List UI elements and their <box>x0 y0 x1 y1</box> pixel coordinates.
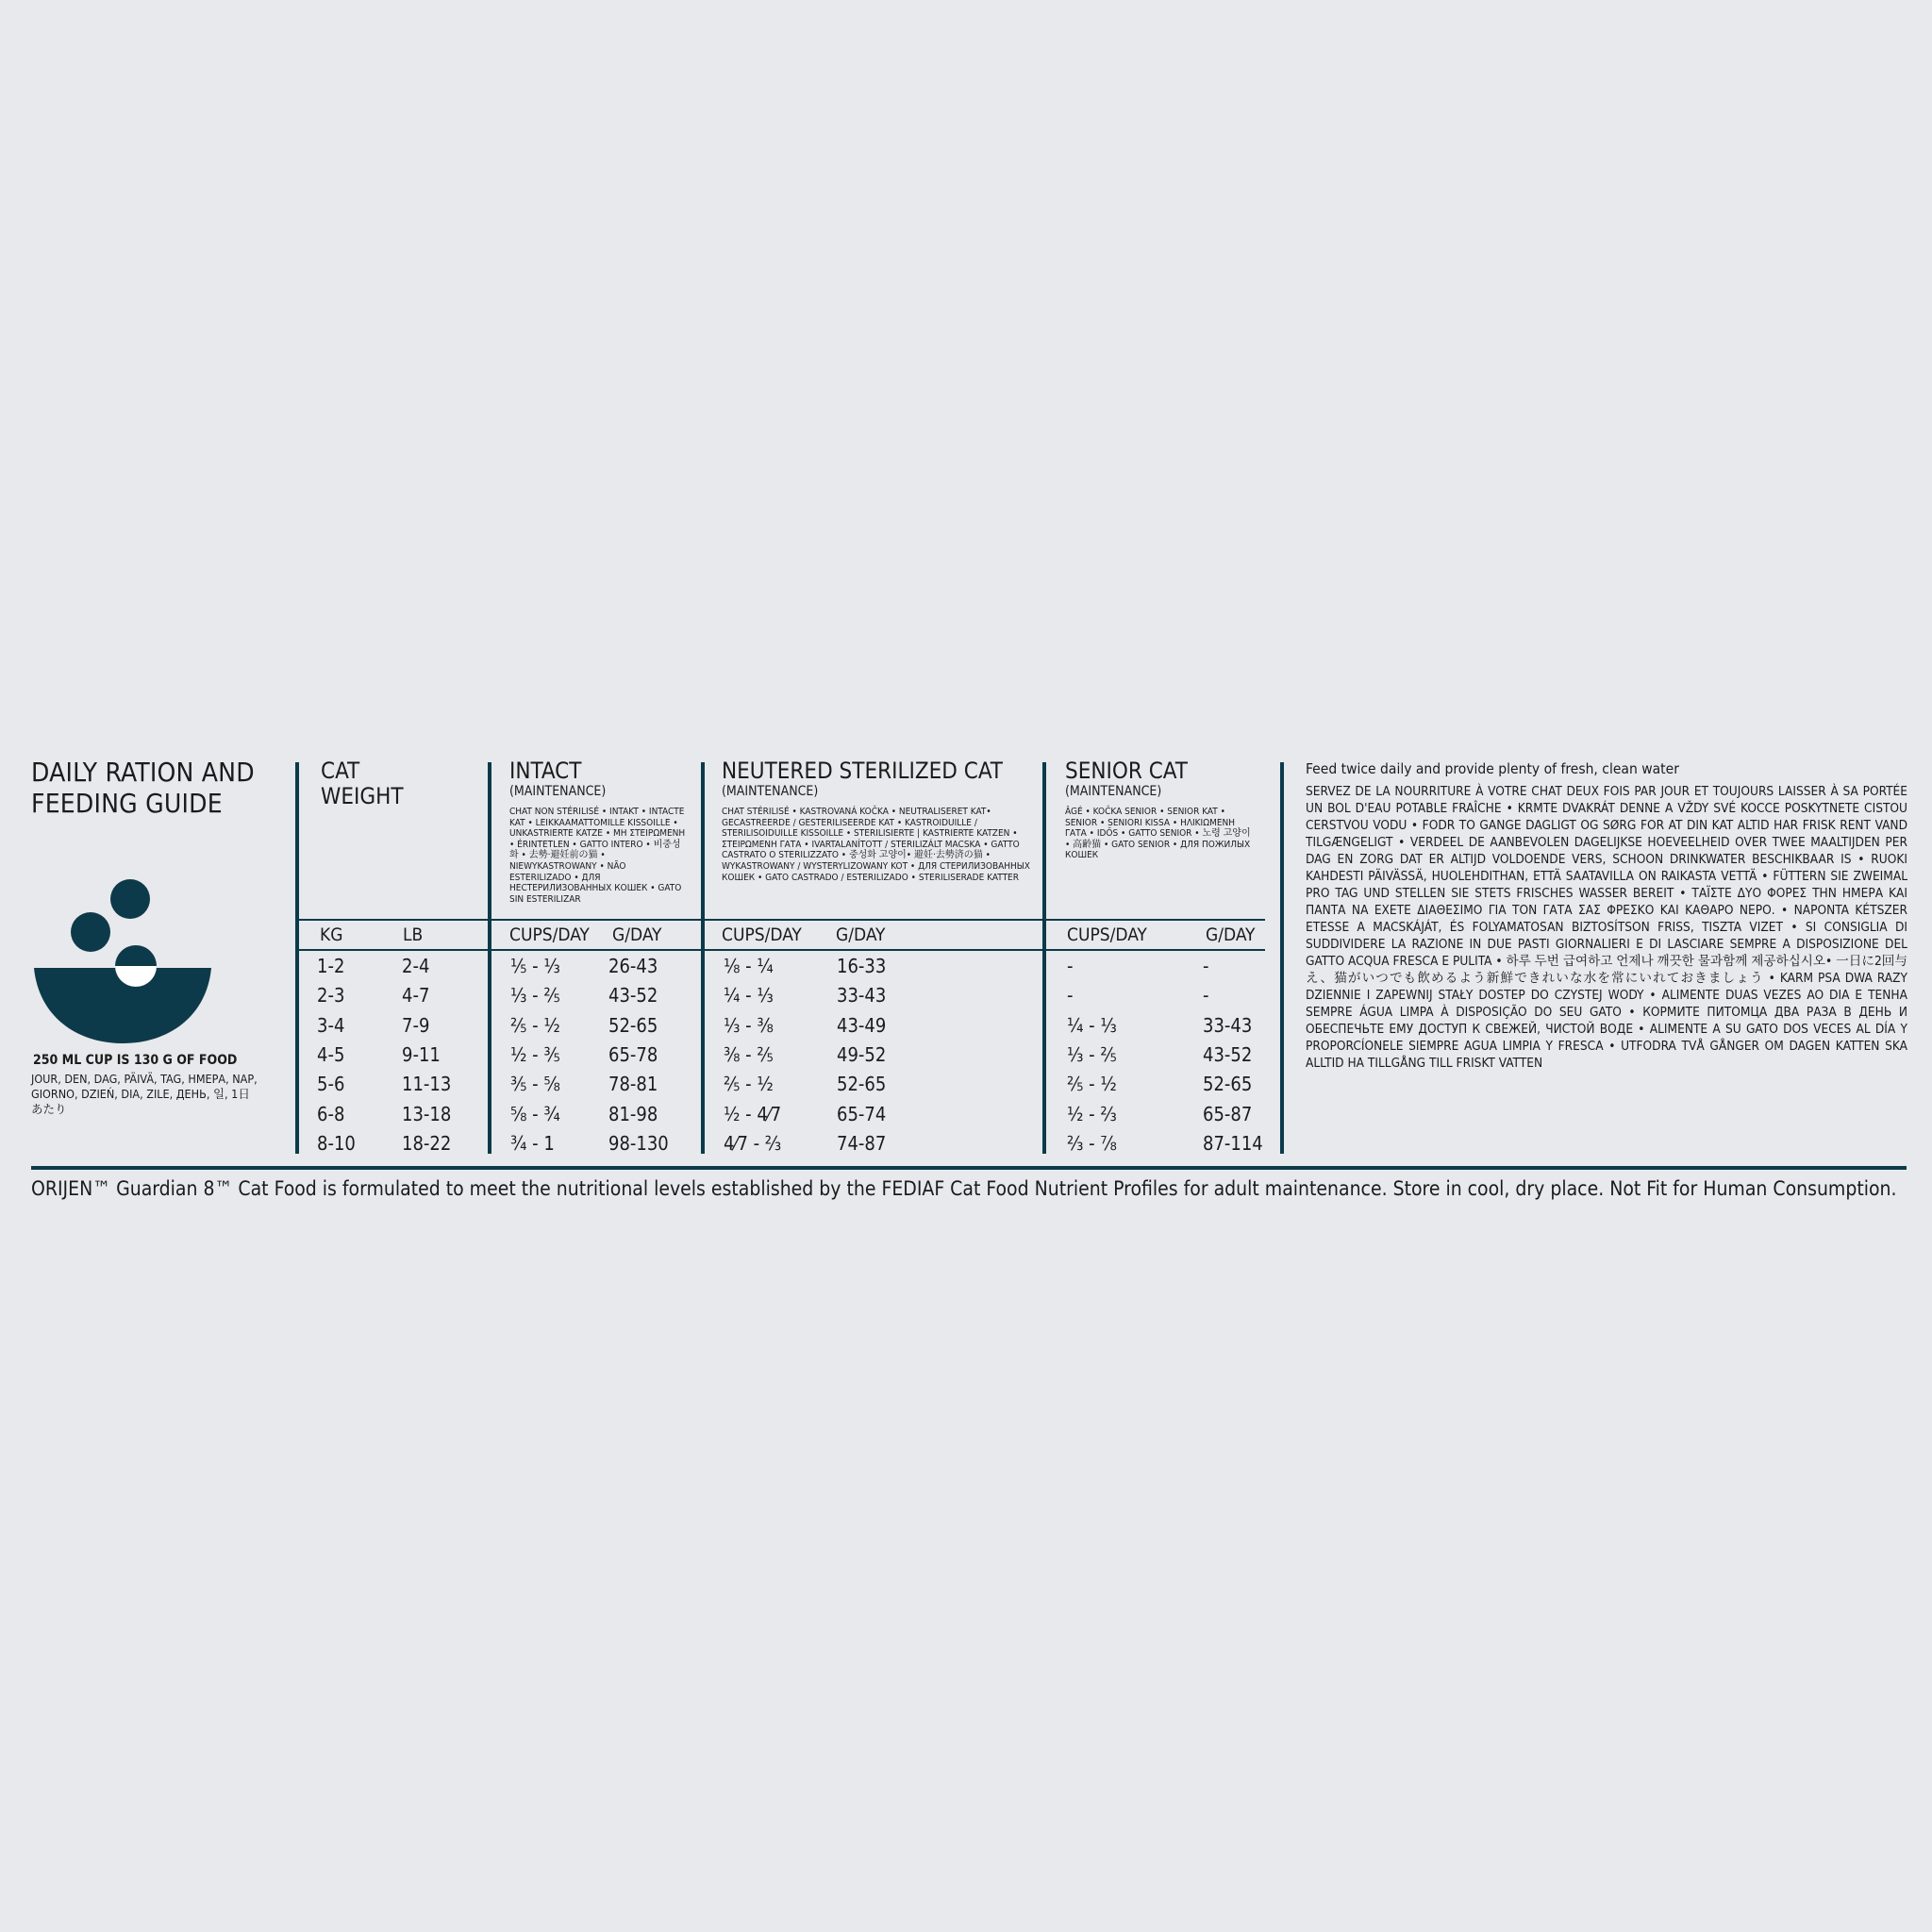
cell-neutered-cups: 4⁄7 - ⅔ <box>724 1131 782 1155</box>
cell-senior-cups: - <box>1067 984 1074 1008</box>
cell-senior-g: - <box>1203 955 1209 977</box>
cell-lb: 18-22 <box>402 1131 452 1155</box>
cell-senior-g: - <box>1203 984 1209 1008</box>
cell-kg: 3-4 <box>317 1013 345 1037</box>
cell-neutered-cups: ⅜ - ⅖ <box>724 1042 774 1066</box>
cell-intact-cups: ⅖ - ½ <box>510 1013 560 1037</box>
cell-intact-g: 26-43 <box>608 955 658 977</box>
cell-intact-cups: ⅝ - ¾ <box>510 1102 560 1125</box>
sub-neutered-g: G/DAY <box>836 924 886 945</box>
cell-neutered-g: 74-87 <box>837 1131 887 1155</box>
cell-neutered-g: 49-52 <box>837 1042 887 1066</box>
cell-kg: 4-5 <box>317 1042 345 1066</box>
cell-kg: 6-8 <box>317 1102 345 1125</box>
cell-lb: 13-18 <box>402 1102 452 1125</box>
col-neutered-translations: CHAT STÉRILISÉ • KASTROVANÁ KOČKA • NEUTRALISERET KAT• GECASTREERDE / GESTERILISEERDE KAT • KASTROIDUILLE / STERILISOIDUILLE KISSOILLE • STERILISIERTE | KASTRIERTE KATZEN • ΣΤΕΙΡΩΜΕΝΗ ΓΑΤΑ • IVARTALANÍTOTT / STERILIZÁLT MACSKA • GATTO CASTRATO O STERILIZZATO • 중성화 고양이• 避妊·去勢済の猫 • WYKASTROWANY / WYSTERYLIZOWANY KOT • ДЛЯ СТЕРИЛИЗОВАННЫХ КОШЕК • GATO CASTRADO / ESTERILIZADO • STERILISERADE KATTER <box>722 807 1030 883</box>
col-neutered-title: NEUTERED STERILIZED CAT <box>722 758 1003 784</box>
col-senior-header <box>1065 758 1254 861</box>
cell-senior-cups: ¼ - ⅓ <box>1067 1013 1117 1037</box>
sub-lb: LB <box>403 924 424 945</box>
cell-intact-cups: ½ - ⅗ <box>510 1042 560 1066</box>
cell-intact-g: 52-65 <box>608 1013 658 1037</box>
cell-neutered-g: 52-65 <box>837 1073 887 1096</box>
col-intact-translations: CHAT NON STÉRILISÉ • INTAKT • INTACTE KAT • LEIKKAAMATTOMILLE KISSOILLE • UNKASTRIERTE KATZE • ΜΗ ΣΤΕΙΡΩΜΕΝΗ • ÉRINTETLEN • GATTO INTERO • 비중성화 • 去勢·避妊前の猫 • NIEWYKASTROWANY • NÃO ESTERILIZADO • ДЛЯ НЕСТЕРИЛИЗОВАННЫХ КОШЕК • GATO SIN ESTERILIZAR <box>509 807 686 905</box>
cell-neutered-g: 16-33 <box>837 955 887 977</box>
cell-senior-g: 65-87 <box>1203 1102 1253 1125</box>
cell-lb: 2-4 <box>402 955 430 977</box>
col-intact-subtitle: (MAINTENANCE) <box>509 784 607 799</box>
footer-statement: ORIJEN™ Guardian 8™ Cat Food is formulated to meet the nutritional levels established by the FEDIAF Cat Food Nutrient Profiles for adult maintenance. Store in cool, dry place. Not Fit for Human Consumption. <box>31 1177 1897 1200</box>
cell-senior-g: 87-114 <box>1203 1131 1263 1155</box>
cell-neutered-cups: ½ - 4⁄7 <box>724 1102 782 1125</box>
cell-neutered-cups: ⅛ - ¼ <box>724 955 774 977</box>
cell-intact-cups: ⅓ - ⅖ <box>510 984 560 1008</box>
cell-neutered-g: 43-49 <box>837 1013 887 1037</box>
cell-lb: 4-7 <box>402 984 430 1008</box>
cell-senior-cups: ⅓ - ⅖ <box>1067 1042 1117 1066</box>
col-weight-header <box>321 758 404 809</box>
cup-note: 250 ML CUP IS 130 G OF FOOD <box>33 1053 238 1068</box>
cell-senior-g: 43-52 <box>1203 1042 1253 1066</box>
cell-senior-g: 33-43 <box>1203 1013 1253 1037</box>
cell-neutered-g: 33-43 <box>837 984 887 1008</box>
sub-neutered-cups: CUPS/DAY <box>722 924 802 945</box>
divider-senior <box>1042 762 1046 1154</box>
cell-intact-g: 78-81 <box>608 1073 658 1096</box>
cell-senior-cups: - <box>1067 955 1074 977</box>
cell-kg: 8-10 <box>317 1131 356 1155</box>
sub-intact-cups: CUPS/DAY <box>509 924 590 945</box>
cell-intact-g: 81-98 <box>608 1102 658 1125</box>
col-weight-title-line1: CAT <box>321 758 360 784</box>
col-neutered-subtitle: (MAINTENANCE) <box>722 784 819 799</box>
subheader-top-rule <box>297 919 1265 921</box>
sub-kg: KG <box>320 924 343 945</box>
cell-senior-cups: ⅔ - ⅞ <box>1067 1131 1117 1155</box>
cell-neutered-cups: ⅖ - ½ <box>724 1073 774 1096</box>
cell-senior-g: 52-65 <box>1203 1073 1253 1096</box>
col-intact-header <box>509 758 689 905</box>
cell-senior-cups: ⅖ - ½ <box>1067 1073 1117 1096</box>
cell-lb: 11-13 <box>402 1073 452 1096</box>
cell-senior-cups: ½ - ⅔ <box>1067 1102 1117 1125</box>
cell-intact-cups: ⅕ - ⅓ <box>510 955 560 977</box>
cell-lb: 7-9 <box>402 1013 430 1037</box>
cell-neutered-g: 65-74 <box>837 1102 887 1125</box>
feeding-translations: SERVEZ DE LA NOURRITURE À VOTRE CHAT DEUX FOIS PAR JOUR ET TOUJOURS LAISSER À SA PORTÉE UN BOL D'EAU POTABLE FRAÎCHE • KRMTE DVAKRÁT DENNE A VŽDY SVÉ KOCCE POSKYTNETE CISTOU CERSTVOU VODU • FODR TO GANGE DAGLIGT OG SØRG FOR AT DIN KAT ALTID HAR FRISK RENT VAND TILGÆNGELIGT • VERDEEL DE AANBEVOLEN DAGELIJKSE HOEVEELHEID OVER TWEE MAALTIJDEN PER DAG EN ZORG DAT ER ALTIJD VOLDOENDE VERS, SCHOON DRINKWATER BESCHIKBAAR IS • RUOKI KAHDESTI PÄIVÄSSÄ, HUOLEHDITHAN, ETTÄ SAATAVILLA ON RAIKASTA VETTÄ • FÜTTERN SIE ZWEIMAL PRO TAG UND STELLEN SIE STETS FRISCHES WASSER BEREIT • ΤΑΪΣΤΕ ΔΥΟ ΦΟΡΕΣ ΤΗΝ ΗΜΕΡΑ ΚΑΙ ΠΑΝΤΑ ΝΑ ΕΧΕΤΕ ΔΙΑΘΕΣΙΜΟ ΓΙΑ ΤΟΝ ΓΑΤΑ ΣΑΣ ΦΡΕΣΚΟ ΚΑΙ ΚΑΘΑΡΟ ΝΕΡΟ. • NAPONTA KÉTSZER ETESSE A MACSKÁJÁT, ÉS FOLYAMATOSAN BIZTOSÍTSON FRISS, TISZTA VIZET • SI CONSIGLIA DI SUDDIVIDERE LA RAZIONE IN DUE PASTI GIORNALIERI E DI LASCIARE SEMPRE A DISPOSIZIONE DEL GATTO ACQUA FRESCA E PULITA • 하루 두번 급여하고 언제나 깨끗한 물과함께 제공하십시오• 一日に2回与え、猫がいつでも飲めるよう新鮮できれいな水を常にいれておきましょう • KARM PSA DWA RAZY DZIENNIE I ZAPEWNIJ STAŁY DOSTEP DO CZYSTEJ WODY • ALIMENTE DUAS VEZES AO DIA E TENHA SEMPRE ÁGUA LIMPA À DISPOSIÇÃO DO SEU GATO • КОРМИТЕ ПИТОМЦА ДВА РАЗА В ДЕНЬ И ОБЕСПЕЧЬТЕ ЕМУ ДОСТУП К СВЕЖЕЙ, ЧИСТОЙ ВОДЕ • ALIMENTE A SU GATO DOS VECES AL DÍA Y PROPORCÍONELE SIEMPRE AGUA LIMPIA Y FRESCA • UTFODRA TVÅ GÅNGER OM DAGEN KATTEN SKA ALLTID HA TILLGÅNG TILL FRISKT VATTEN <box>1306 784 1907 1071</box>
cell-intact-g: 65-78 <box>608 1042 658 1066</box>
cell-neutered-cups: ⅓ - ⅜ <box>724 1013 774 1037</box>
footer-rule <box>31 1166 1907 1170</box>
cell-neutered-cups: ¼ - ⅓ <box>724 984 774 1008</box>
col-intact-title: INTACT <box>509 758 582 784</box>
food-bowl-icon <box>34 875 215 1045</box>
guide-title-line2: FEEDING GUIDE <box>31 788 223 819</box>
cell-intact-cups: ⅗ - ⅝ <box>510 1073 560 1096</box>
col-senior-subtitle: (MAINTENANCE) <box>1065 784 1162 799</box>
cell-intact-g: 43-52 <box>608 984 658 1008</box>
col-weight-title-line2: WEIGHT <box>321 783 404 809</box>
divider-weight <box>295 762 299 1154</box>
col-senior-translations: ÂGÉ • KOČKA SENIOR • SENIOR KAT • SENIOR • SENIORI KISSA • ΗΛΙΚΙΩΜΕΝΗ ΓΑΤΑ • IDŐS • GATTO SENIOR • 노령 고양이 • 高齢猫 • GATO SENIOR • ДЛЯ ПОЖИЛЫХ КОШЕК <box>1065 807 1251 861</box>
sub-senior-g: G/DAY <box>1206 924 1256 945</box>
subheader-bottom-rule <box>297 949 1265 951</box>
cell-intact-cups: ¾ - 1 <box>510 1131 555 1155</box>
cell-lb: 9-11 <box>402 1042 441 1066</box>
guide-title <box>31 757 286 819</box>
cell-kg: 1-2 <box>317 955 345 977</box>
cup-languages: JOUR, DEN, DAG, PÄIVÄ, TAG, НМЕРА, NAP, GIORNO, DZIEŃ, DIA, ZILE, ДЕНЬ, 일, 1日あたり <box>31 1072 258 1116</box>
col-neutered-header <box>722 758 1033 883</box>
sub-senior-cups: CUPS/DAY <box>1067 924 1147 945</box>
col-senior-title: SENIOR CAT <box>1065 758 1188 784</box>
feeding-title: Feed twice daily and provide plenty of fresh, clean water <box>1306 760 1679 777</box>
sub-intact-g: G/DAY <box>612 924 662 945</box>
guide-title-line1: DAILY RATION AND <box>31 757 255 788</box>
cell-kg: 2-3 <box>317 984 345 1008</box>
cell-kg: 5-6 <box>317 1073 345 1096</box>
cell-intact-g: 98-130 <box>608 1131 669 1155</box>
